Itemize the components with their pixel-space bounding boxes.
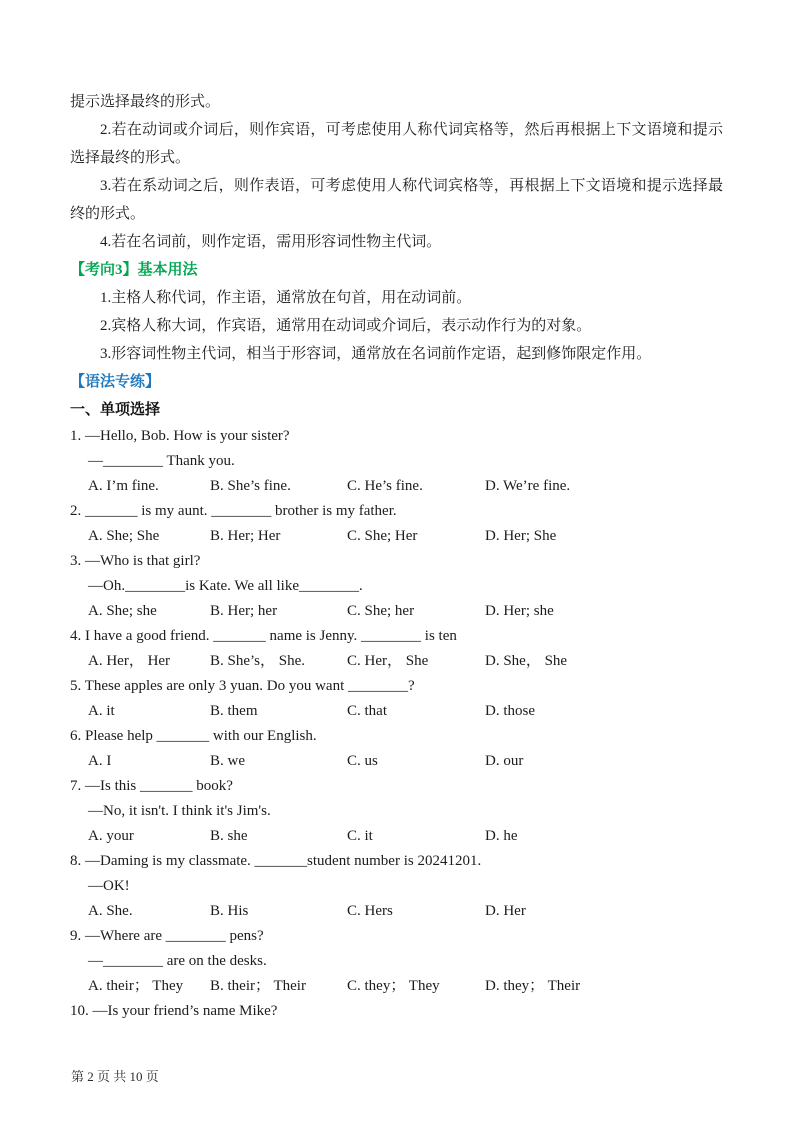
option-a: A. I [88, 753, 112, 769]
option-b: B. their； Their [210, 978, 306, 994]
question-options [70, 599, 723, 624]
question-stem: 4. I have a good friend. _______ name is Jenny. ________ is ten [70, 628, 457, 644]
multiple-choice-section-heading: 一、单项选择 [70, 402, 161, 418]
option-a: A. I’m fine. [88, 478, 159, 494]
question-2 [70, 499, 723, 549]
question-options [70, 649, 723, 674]
question-stem: 1. —Hello, Bob. How is your sister? [70, 428, 290, 444]
question-stem-reply: —OK! [88, 878, 130, 894]
question-stem: 3. —Who is that girl? [70, 553, 201, 569]
option-a: A. it [88, 703, 115, 719]
option-c: C. it [347, 828, 373, 844]
question-options [70, 899, 723, 924]
question-options [70, 474, 723, 499]
option-a: A. She; she [88, 603, 157, 619]
question-3 [70, 549, 723, 624]
question-5 [70, 674, 723, 724]
option-c: C. us [347, 753, 378, 769]
option-b: B. Her; her [210, 603, 278, 619]
page-number-footer: 第 2 页 共 10 页 [71, 1069, 159, 1084]
question-options [70, 524, 723, 549]
question-stem: 8. —Daming is my classmate. _______student number is 20241201. [70, 853, 482, 869]
option-b: B. we [210, 753, 245, 769]
option-a: A. Her， Her [88, 653, 171, 669]
question-6 [70, 724, 723, 774]
question-9 [70, 924, 723, 999]
option-c: C. She; Her [347, 528, 418, 544]
exam-point-3-rule-3: 3.形容词性物主代词，相当于形容词，通常放在名词前作定语，起到修饰限定作用。 [100, 346, 652, 362]
option-a: A. your [88, 828, 134, 844]
question-stem: 2. _______ is my aunt. ________ brother is my father. [70, 503, 397, 519]
question-options [70, 974, 723, 999]
option-d: D. our [485, 753, 524, 769]
question-options [70, 749, 723, 774]
option-c: C. Her， She [347, 653, 429, 669]
question-stem: 6. Please help _______ with our English. [70, 728, 317, 744]
option-a: A. their； They [88, 978, 184, 994]
document-body [70, 88, 723, 1024]
option-d: D. those [485, 703, 535, 719]
option-a: A. She. [88, 903, 133, 919]
option-b: B. She’s fine. [210, 478, 291, 494]
option-b: B. She’s， She. [210, 653, 306, 669]
question-1 [70, 424, 723, 499]
option-c: C. they； They [347, 978, 440, 994]
grammar-practice-heading: 【语法专练】 [70, 374, 161, 390]
question-options [70, 699, 723, 724]
exam-point-3-rule-1: 1.主格人称代词，作主语，通常放在句首，用在动词前。 [100, 290, 472, 306]
option-d: D. they； Their [485, 978, 581, 994]
intro-paragraph-4: 4.若在名词前，则作定语，需用形容词性物主代词。 [100, 234, 442, 250]
exam-point-3-rule-2: 2.宾格人称大词，作宾语，通常用在动词或介词后，表示动作行为的对象。 [100, 318, 592, 334]
option-b: B. them [210, 703, 258, 719]
question-7 [70, 774, 723, 849]
question-stem: 7. —Is this _______ book? [70, 778, 233, 794]
multiple-choice-questions [70, 424, 723, 1024]
option-c: C. that [347, 703, 387, 719]
option-d: D. he [485, 828, 518, 844]
option-d: D. We’re fine. [485, 478, 571, 494]
intro-paragraph-2: 2.若在动词或介词后，则作宾语，可考虑使用人称代词宾格等，然后再根据上下文语境和提示选择最终的形式。 [70, 122, 723, 166]
option-a: A. She; She [88, 528, 160, 544]
question-10 [70, 999, 723, 1024]
question-stem-reply: —________ Thank you. [88, 453, 235, 469]
question-stem: 5. These apples are only 3 yuan. Do you want ________? [70, 678, 415, 694]
question-stem: 9. —Where are ________ pens? [70, 928, 264, 944]
option-c: C. He’s fine. [347, 478, 423, 494]
option-c: C. Hers [347, 903, 393, 919]
option-d: D. Her; She [485, 528, 557, 544]
option-c: C. She; her [347, 603, 415, 619]
intro-paragraph-3: 3.若在系动词之后，则作表语，可考虑使用人称代词宾格等，再根据上下文语境和提示选择最终的形式。 [70, 178, 723, 222]
option-b: B. she [210, 828, 248, 844]
option-b: B. His [210, 903, 249, 919]
exam-point-3-heading: 【考向3】基本用法 [70, 262, 198, 278]
option-d: D. Her; she [485, 603, 554, 619]
question-stem: 10. —Is your friend’s name Mike? [70, 1003, 278, 1019]
question-4 [70, 624, 723, 674]
option-b: B. Her; Her [210, 528, 281, 544]
option-d: D. Her [485, 903, 526, 919]
intro-continuation-line: 提示选择最终的形式。 [70, 94, 221, 110]
option-d: D. She， She [485, 653, 568, 669]
question-stem-reply: —Oh.________is Kate. We all like________. [88, 578, 363, 594]
question-stem-reply: —No, it isn't. I think it's Jim's. [88, 803, 271, 819]
question-stem-reply: —________ are on the desks. [88, 953, 267, 969]
question-8 [70, 849, 723, 924]
question-options [70, 824, 723, 849]
